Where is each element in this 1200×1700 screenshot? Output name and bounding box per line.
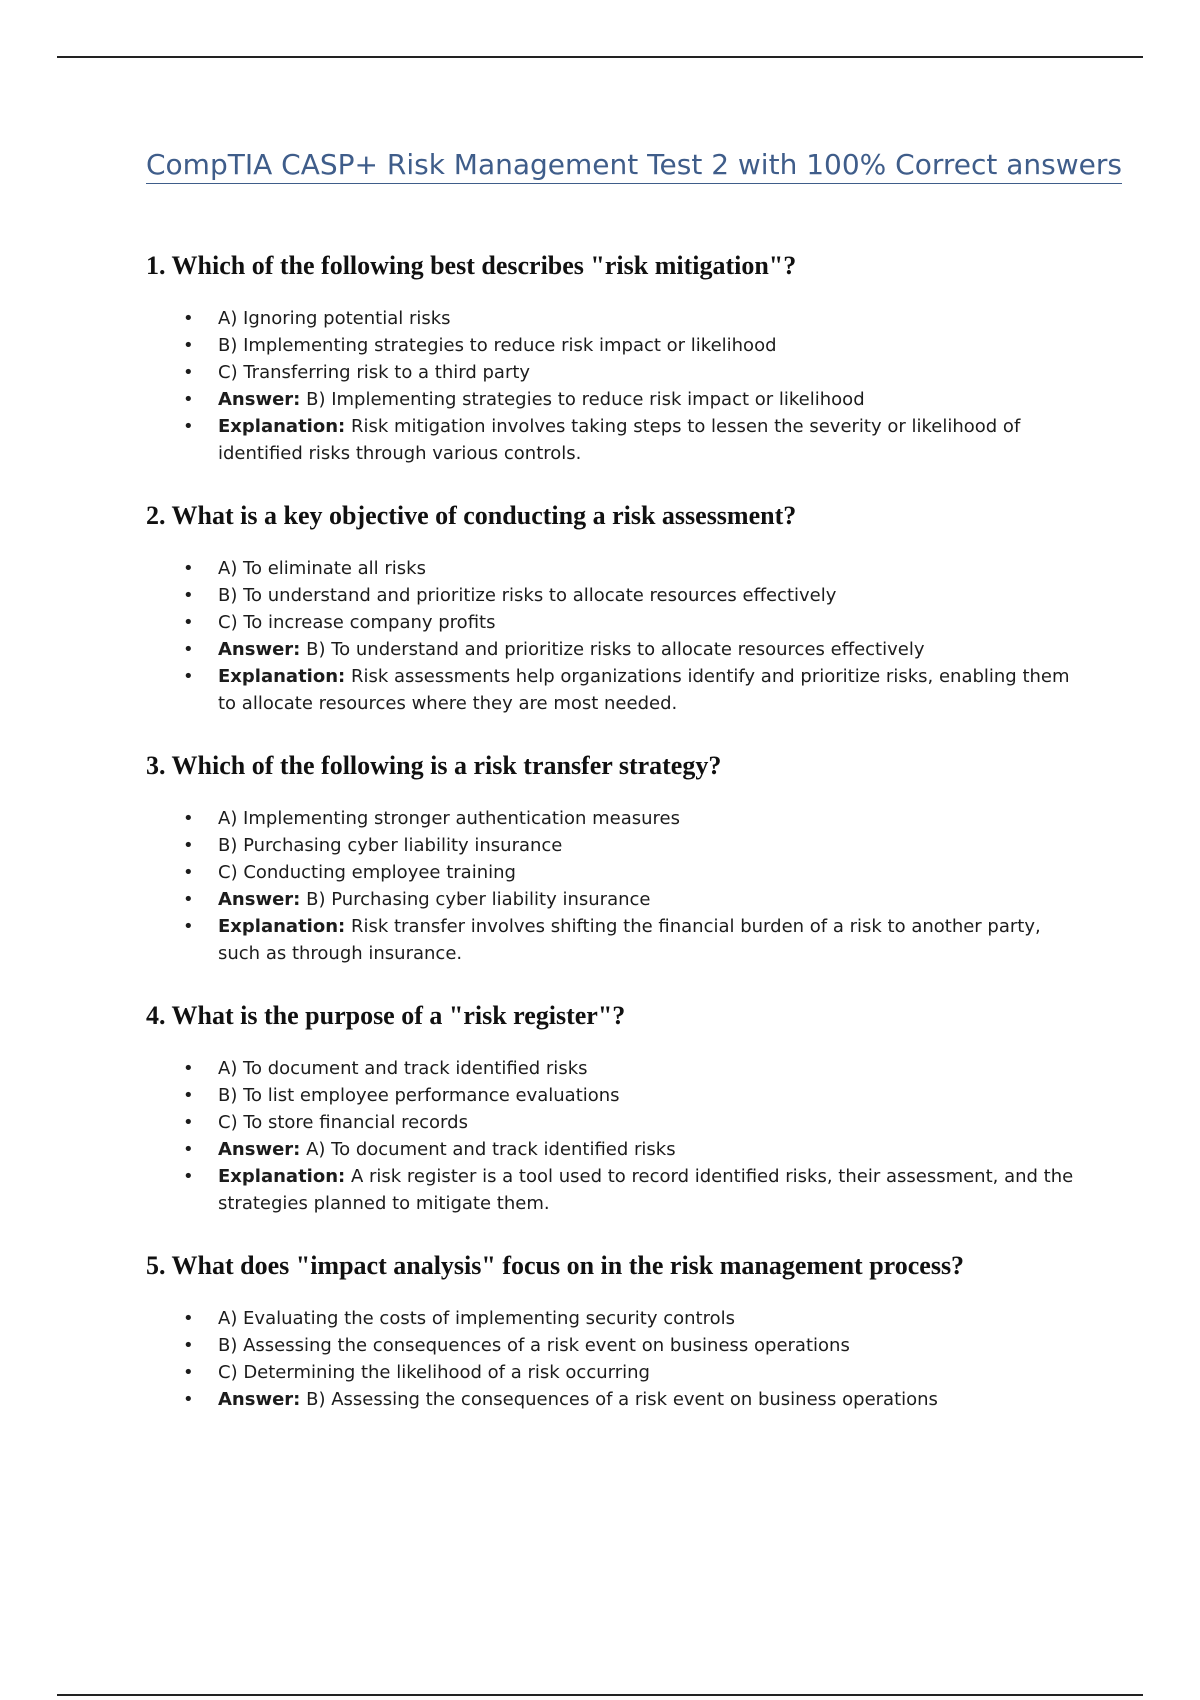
bullet-icon: • bbox=[183, 362, 194, 384]
option-c: • C) To store financial records bbox=[146, 1109, 1086, 1136]
option-b: • B) To understand and prioritize risks to allocate resources effectively bbox=[146, 582, 1086, 609]
answer-line bbox=[146, 1386, 1086, 1413]
option-a: • A) To document and track identified risks bbox=[146, 1055, 1086, 1082]
bullet-icon: • bbox=[183, 1058, 194, 1080]
question-4 bbox=[146, 1000, 1086, 1217]
question-options-list bbox=[146, 305, 1086, 467]
bullet-icon: • bbox=[183, 1085, 194, 1107]
explanation-label: Explanation: bbox=[218, 1166, 346, 1188]
bottom-rule bbox=[57, 1694, 1143, 1696]
bullet-icon: • bbox=[183, 1335, 194, 1357]
answer-label: Answer: bbox=[218, 389, 301, 411]
answer-label: Answer: bbox=[218, 889, 301, 911]
answer-label: Answer: bbox=[218, 1139, 301, 1161]
option-c: • C) Conducting employee training bbox=[146, 859, 1086, 886]
bullet-icon: • bbox=[183, 862, 194, 884]
bullet-icon: • bbox=[183, 835, 194, 857]
bullet-icon: • bbox=[183, 1139, 194, 1161]
explanation-text: Risk transfer involves shifting the financial burden of a risk to another party, such as through insurance. bbox=[218, 916, 1041, 965]
answer-label: Answer: bbox=[218, 1389, 301, 1411]
question-options-list bbox=[146, 555, 1086, 717]
option-a: • A) To eliminate all risks bbox=[146, 555, 1086, 582]
bullet-icon: • bbox=[183, 558, 194, 580]
question-5 bbox=[146, 1250, 1086, 1413]
bullet-icon: • bbox=[183, 335, 194, 357]
bullet-icon: • bbox=[183, 308, 194, 330]
bullet-icon: • bbox=[183, 889, 194, 911]
answer-line bbox=[146, 636, 1086, 663]
explanation-label: Explanation: bbox=[218, 916, 346, 938]
explanation-line bbox=[146, 413, 1086, 467]
option-b: • B) Assessing the consequences of a risk event on business operations bbox=[146, 1332, 1086, 1359]
question-options-list bbox=[146, 1055, 1086, 1217]
question-3 bbox=[146, 750, 1086, 967]
question-2 bbox=[146, 500, 1086, 717]
explanation-text: Risk mitigation involves taking steps to lessen the severity or likelihood of identified risks through various controls. bbox=[218, 416, 1021, 465]
explanation-text: Risk assessments help organizations identify and prioritize risks, enabling them to allocate resources where they are most needed. bbox=[218, 666, 1070, 715]
bullet-icon: • bbox=[183, 612, 194, 634]
bullet-icon: • bbox=[183, 1389, 194, 1411]
option-c: • C) Transferring risk to a third party bbox=[146, 359, 1086, 386]
question-heading: 5. What does "impact analysis" focus on in the risk management process? bbox=[146, 1251, 965, 1280]
answer-line bbox=[146, 1136, 1086, 1163]
bullet-icon: • bbox=[183, 416, 194, 438]
question-options-list bbox=[146, 1305, 1086, 1413]
answer-text: B) Purchasing cyber liability insurance bbox=[306, 889, 651, 911]
question-heading: 2. What is a key objective of conducting a risk assessment? bbox=[146, 501, 797, 530]
answer-text: A) To document and track identified risks bbox=[306, 1139, 676, 1161]
question-heading: 3. Which of the following is a risk transfer strategy? bbox=[146, 751, 722, 780]
bullet-icon: • bbox=[183, 389, 194, 411]
option-a: • A) Implementing stronger authentication measures bbox=[146, 805, 1086, 832]
bullet-icon: • bbox=[183, 585, 194, 607]
bullet-icon: • bbox=[183, 1166, 194, 1188]
option-c: • C) Determining the likelihood of a risk occurring bbox=[146, 1359, 1086, 1386]
question-options-list bbox=[146, 805, 1086, 967]
document-title: CompTIA CASP+ Risk Management Test 2 with 100% Correct answers bbox=[146, 148, 1122, 184]
option-b: • B) Implementing strategies to reduce risk impact or likelihood bbox=[146, 332, 1086, 359]
option-c: • C) To increase company profits bbox=[146, 609, 1086, 636]
explanation-text: A risk register is a tool used to record identified risks, their assessment, and the strategies planned to mitigate them. bbox=[218, 1166, 1074, 1215]
option-b: • B) Purchasing cyber liability insurance bbox=[146, 832, 1086, 859]
bullet-icon: • bbox=[183, 1112, 194, 1134]
answer-line bbox=[146, 386, 1086, 413]
answer-line bbox=[146, 886, 1086, 913]
question-heading: 4. What is the purpose of a "risk register"? bbox=[146, 1001, 626, 1030]
answer-text: B) Assessing the consequences of a risk event on business operations bbox=[306, 1389, 938, 1411]
bullet-icon: • bbox=[183, 666, 194, 688]
explanation-line bbox=[146, 1163, 1086, 1217]
explanation-line bbox=[146, 663, 1086, 717]
explanation-label: Explanation: bbox=[218, 416, 346, 438]
answer-text: B) Implementing strategies to reduce risk impact or likelihood bbox=[306, 389, 865, 411]
answer-text: B) To understand and prioritize risks to allocate resources effectively bbox=[306, 639, 925, 661]
explanation-label: Explanation: bbox=[218, 666, 346, 688]
option-a: • A) Evaluating the costs of implementing security controls bbox=[146, 1305, 1086, 1332]
bullet-icon: • bbox=[183, 1362, 194, 1384]
top-rule bbox=[57, 56, 1143, 58]
question-heading: 1. Which of the following best describes "risk mitigation"? bbox=[146, 251, 797, 280]
option-a: • A) Ignoring potential risks bbox=[146, 305, 1086, 332]
bullet-icon: • bbox=[183, 639, 194, 661]
option-b: • B) To list employee performance evaluations bbox=[146, 1082, 1086, 1109]
question-1 bbox=[146, 250, 1086, 467]
bullet-icon: • bbox=[183, 808, 194, 830]
answer-label: Answer: bbox=[218, 639, 301, 661]
bullet-icon: • bbox=[183, 916, 194, 938]
bullet-icon: • bbox=[183, 1308, 194, 1330]
explanation-line bbox=[146, 913, 1086, 967]
